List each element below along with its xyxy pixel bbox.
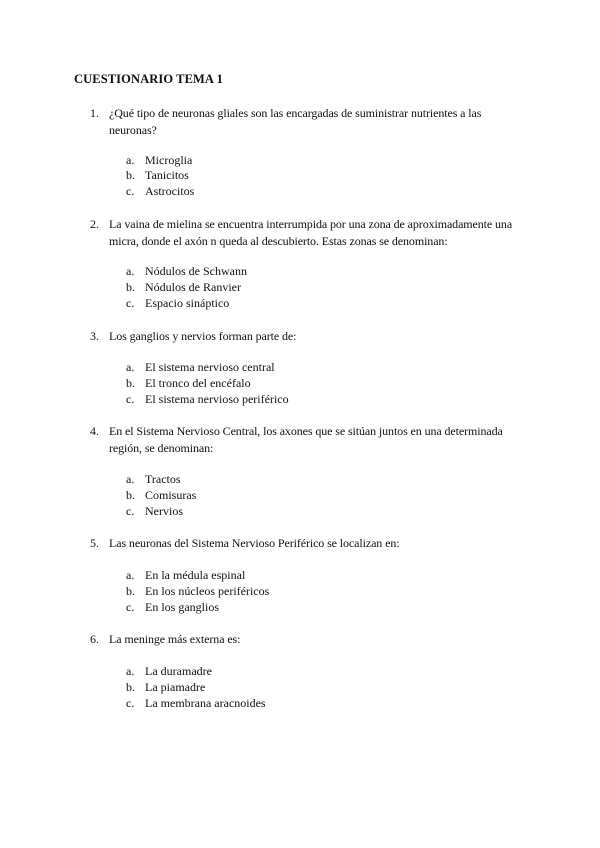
question-4-option-c [0, 503, 600, 519]
question-4-option-b [0, 487, 600, 503]
question-text: La vaina de mielina se encuentra interrumpida por una zona de aproximadamente una micra, donde el axón n queda al descubierto. Estas zonas se denominan: [109, 217, 513, 248]
question-number: 4. [90, 424, 99, 438]
question-2-option-c [0, 295, 600, 311]
question-3-option-b [0, 375, 600, 391]
question-5-option-a [0, 567, 600, 583]
option-text: Nódulos de Ranvier [145, 280, 241, 294]
option-letter: b. [126, 376, 135, 390]
question-3-option-a [0, 359, 600, 375]
option-text: Comisuras [145, 488, 197, 502]
option-text: Tractos [145, 472, 181, 486]
question-5-option-c [0, 599, 600, 615]
option-letter: c. [126, 504, 135, 518]
question-number: 1. [90, 106, 99, 120]
option-text: El sistema nervioso central [145, 360, 275, 374]
question-6-option-b [0, 679, 600, 695]
option-letter: b. [126, 584, 135, 598]
option-letter: b. [126, 280, 135, 294]
question-text: Las neuronas del Sistema Nervioso Periférico se localizan en: [109, 536, 400, 550]
option-text: Espacio sináptico [145, 296, 230, 310]
question-text: La meninge más externa es: [109, 632, 241, 646]
question-text: Los ganglios y nervios forman parte de: [109, 329, 297, 343]
question-3-option-c [0, 391, 600, 407]
option-text: En la médula espinal [145, 568, 246, 582]
option-letter: a. [126, 568, 135, 582]
question-1-option-a [0, 152, 600, 168]
option-text: Nódulos de Schwann [145, 264, 247, 278]
option-letter: a. [126, 360, 135, 374]
option-letter: c. [126, 600, 135, 614]
option-letter: a. [126, 472, 135, 486]
option-text: El tronco del encéfalo [145, 376, 251, 390]
question-6-option-a [0, 663, 600, 679]
question-1-option-c [0, 183, 600, 199]
question-text: ¿Qué tipo de neuronas gliales son las encargadas de suministrar nutrientes a las neuronas? [109, 106, 482, 137]
option-text: La piamadre [145, 680, 206, 694]
option-text: Microglia [145, 153, 193, 167]
question-number: 6. [90, 632, 99, 646]
question-2-option-b [0, 279, 600, 295]
option-text: Astrocitos [145, 184, 195, 198]
option-letter: b. [126, 168, 135, 182]
option-text: En los núcleos periféricos [145, 584, 270, 598]
option-text: La membrana aracnoides [145, 696, 266, 710]
question-2-option-a [0, 263, 600, 279]
option-letter: a. [126, 264, 135, 278]
option-letter: b. [126, 680, 135, 694]
option-letter: c. [126, 184, 135, 198]
option-letter: a. [126, 664, 135, 678]
question-text: En el Sistema Nervioso Central, los axones que se sitúan juntos en una determinada región, se denominan: [109, 424, 503, 455]
question-number: 5. [90, 536, 99, 550]
question-4-option-a [0, 471, 600, 487]
option-text: Tanicitos [145, 168, 189, 182]
question-number: 2. [90, 217, 99, 231]
option-letter: c. [126, 296, 135, 310]
option-letter: a. [126, 153, 135, 167]
option-letter: c. [126, 696, 135, 710]
option-text: La duramadre [145, 664, 212, 678]
document-title: CUESTIONARIO TEMA 1 [74, 72, 223, 86]
option-letter: b. [126, 488, 135, 502]
question-5-option-b [0, 583, 600, 599]
option-text: Nervios [145, 504, 183, 518]
option-letter: c. [126, 392, 135, 406]
question-1-option-b [0, 167, 600, 183]
question-number: 3. [90, 329, 99, 343]
question-6-option-c [0, 695, 600, 711]
option-text: En los ganglios [145, 600, 219, 614]
option-text: El sistema nervioso periférico [145, 392, 289, 406]
